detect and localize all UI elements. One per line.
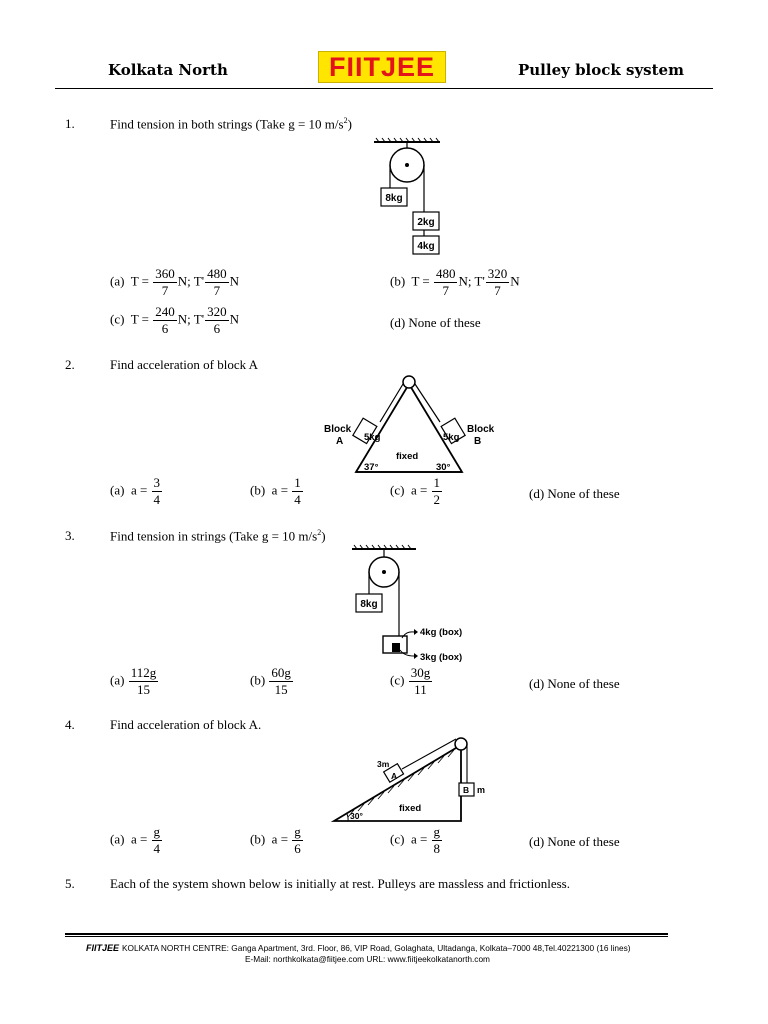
q1-option-d[interactable]: (d) None of these xyxy=(390,315,481,330)
question-4-number: 4. xyxy=(65,717,75,732)
angle-37-label: 37° xyxy=(364,462,379,473)
q3-option-c[interactable]: (c) $\frac{30g}{11}$ xyxy=(390,665,431,697)
q2-option-b[interactable]: (b) a = $\frac{1}{4}$ xyxy=(250,475,301,507)
block-b-mass: 5kg xyxy=(443,432,460,443)
q1-option-a[interactable]: (a) T = $\frac{360}{7}$ N; T' $\frac{480}{7}$ N xyxy=(110,266,239,298)
header-divider xyxy=(55,88,713,89)
q1-option-c[interactable]: (c) T = $\frac{240}{6}$ N; T' $\frac{320}{6}$ N xyxy=(110,304,239,336)
question-1-text: Find tension in both strings (Take g = 10 $m/s^2$) xyxy=(110,116,352,132)
fiitjee-logo: FIITJEE xyxy=(318,51,446,83)
ceiling-icon xyxy=(374,138,440,142)
q4-option-a[interactable]: (a) a = $\frac{g}{4}$ xyxy=(110,824,161,856)
fixed-label: fixed xyxy=(396,451,419,462)
question-1-diagram xyxy=(360,135,460,260)
q4-option-b[interactable]: (b) a = $\frac{g}{6}$ xyxy=(250,824,301,856)
block-2kg-label: 2kg xyxy=(417,217,435,228)
pulley-icon xyxy=(455,738,467,750)
footer-address: FIITJEE KOLKATA NORTH CENTRE: Ganga Apartment, 3rd. Floor, 86, VIP Road, Golaghata, Ultadanga, Kolkata–7000 48,Tel.40221300 (16 lines) xyxy=(86,943,631,953)
box-3kg xyxy=(392,643,400,652)
block-8kg-label: 8kg xyxy=(360,599,378,610)
question-3-number: 3. xyxy=(65,528,75,543)
block-4kg-label: 4kg xyxy=(417,241,435,252)
angle-30-label: 30° xyxy=(436,462,451,473)
header-center-name: Kolkata North xyxy=(108,61,228,79)
q3-option-a[interactable]: (a) $\frac{112g}{15}$ xyxy=(110,665,157,697)
box-4kg-label: 4kg (box) xyxy=(420,627,463,638)
q3-option-d[interactable]: (d) None of these xyxy=(529,676,620,691)
block-a-title: Block xyxy=(324,424,352,435)
question-5-text: Each of the system shown below is initially at rest. Pulleys are massless and frictionless. xyxy=(110,876,570,891)
question-1-number: 1. xyxy=(65,116,75,131)
q1-option-b[interactable]: (b) T = $\frac{480}{7}$ N; T' $\frac{320}{7}$ N xyxy=(390,266,520,298)
angle-30-label: 30° xyxy=(350,811,363,821)
question-2-number: 2. xyxy=(65,357,75,372)
pulley-icon xyxy=(403,376,415,388)
question-4-diagram xyxy=(328,733,498,825)
block-b-label: B xyxy=(463,785,470,795)
q4-option-c[interactable]: (c) a = $\frac{g}{8}$ xyxy=(390,824,441,856)
question-3-text: Find tension in strings (Take g = 10 $m/s^2$) xyxy=(110,528,326,544)
block-a-letter: A xyxy=(336,436,344,447)
question-2-diagram xyxy=(318,372,503,477)
block-b-title: Block xyxy=(467,424,495,435)
block-a-label: A xyxy=(391,771,398,781)
box-3kg-label: 3kg (box) xyxy=(420,652,463,663)
block-a-mass: 5kg xyxy=(364,432,381,443)
fixed-label: fixed xyxy=(399,803,422,814)
q2-option-d[interactable]: (d) None of these xyxy=(529,486,620,501)
block-b-letter: B xyxy=(474,436,482,447)
worksheet-topic: Pulley block system xyxy=(518,61,684,79)
block-8kg-label: 8kg xyxy=(385,193,403,204)
block-a-mass: 3m xyxy=(377,759,390,769)
q3-option-b[interactable]: (b) $\frac{60g}{15}$ xyxy=(250,665,291,697)
footer-divider-thin xyxy=(65,936,668,937)
q2-option-a[interactable]: (a) a = $\frac{3}{4}$ xyxy=(110,475,161,507)
footer-contact: E-Mail: northkolkata@fiitjee.com URL: www.fiitjeekolkatanorth.com xyxy=(245,954,490,964)
ceiling-icon xyxy=(352,545,416,549)
q4-option-d[interactable]: (d) None of these xyxy=(529,834,620,849)
fixed-incline xyxy=(334,745,461,821)
question-2-text: Find acceleration of block A xyxy=(110,357,259,372)
question-4-text: Find acceleration of block A. xyxy=(110,717,262,732)
question-3-diagram xyxy=(340,542,480,664)
footer-divider xyxy=(65,933,668,935)
footer-brand: FIITJEE xyxy=(86,943,120,953)
block-b-mass: m xyxy=(477,785,486,795)
q2-option-c[interactable]: (c) a = $\frac{1}{2}$ xyxy=(390,475,441,507)
question-5-number: 5. xyxy=(65,876,75,891)
